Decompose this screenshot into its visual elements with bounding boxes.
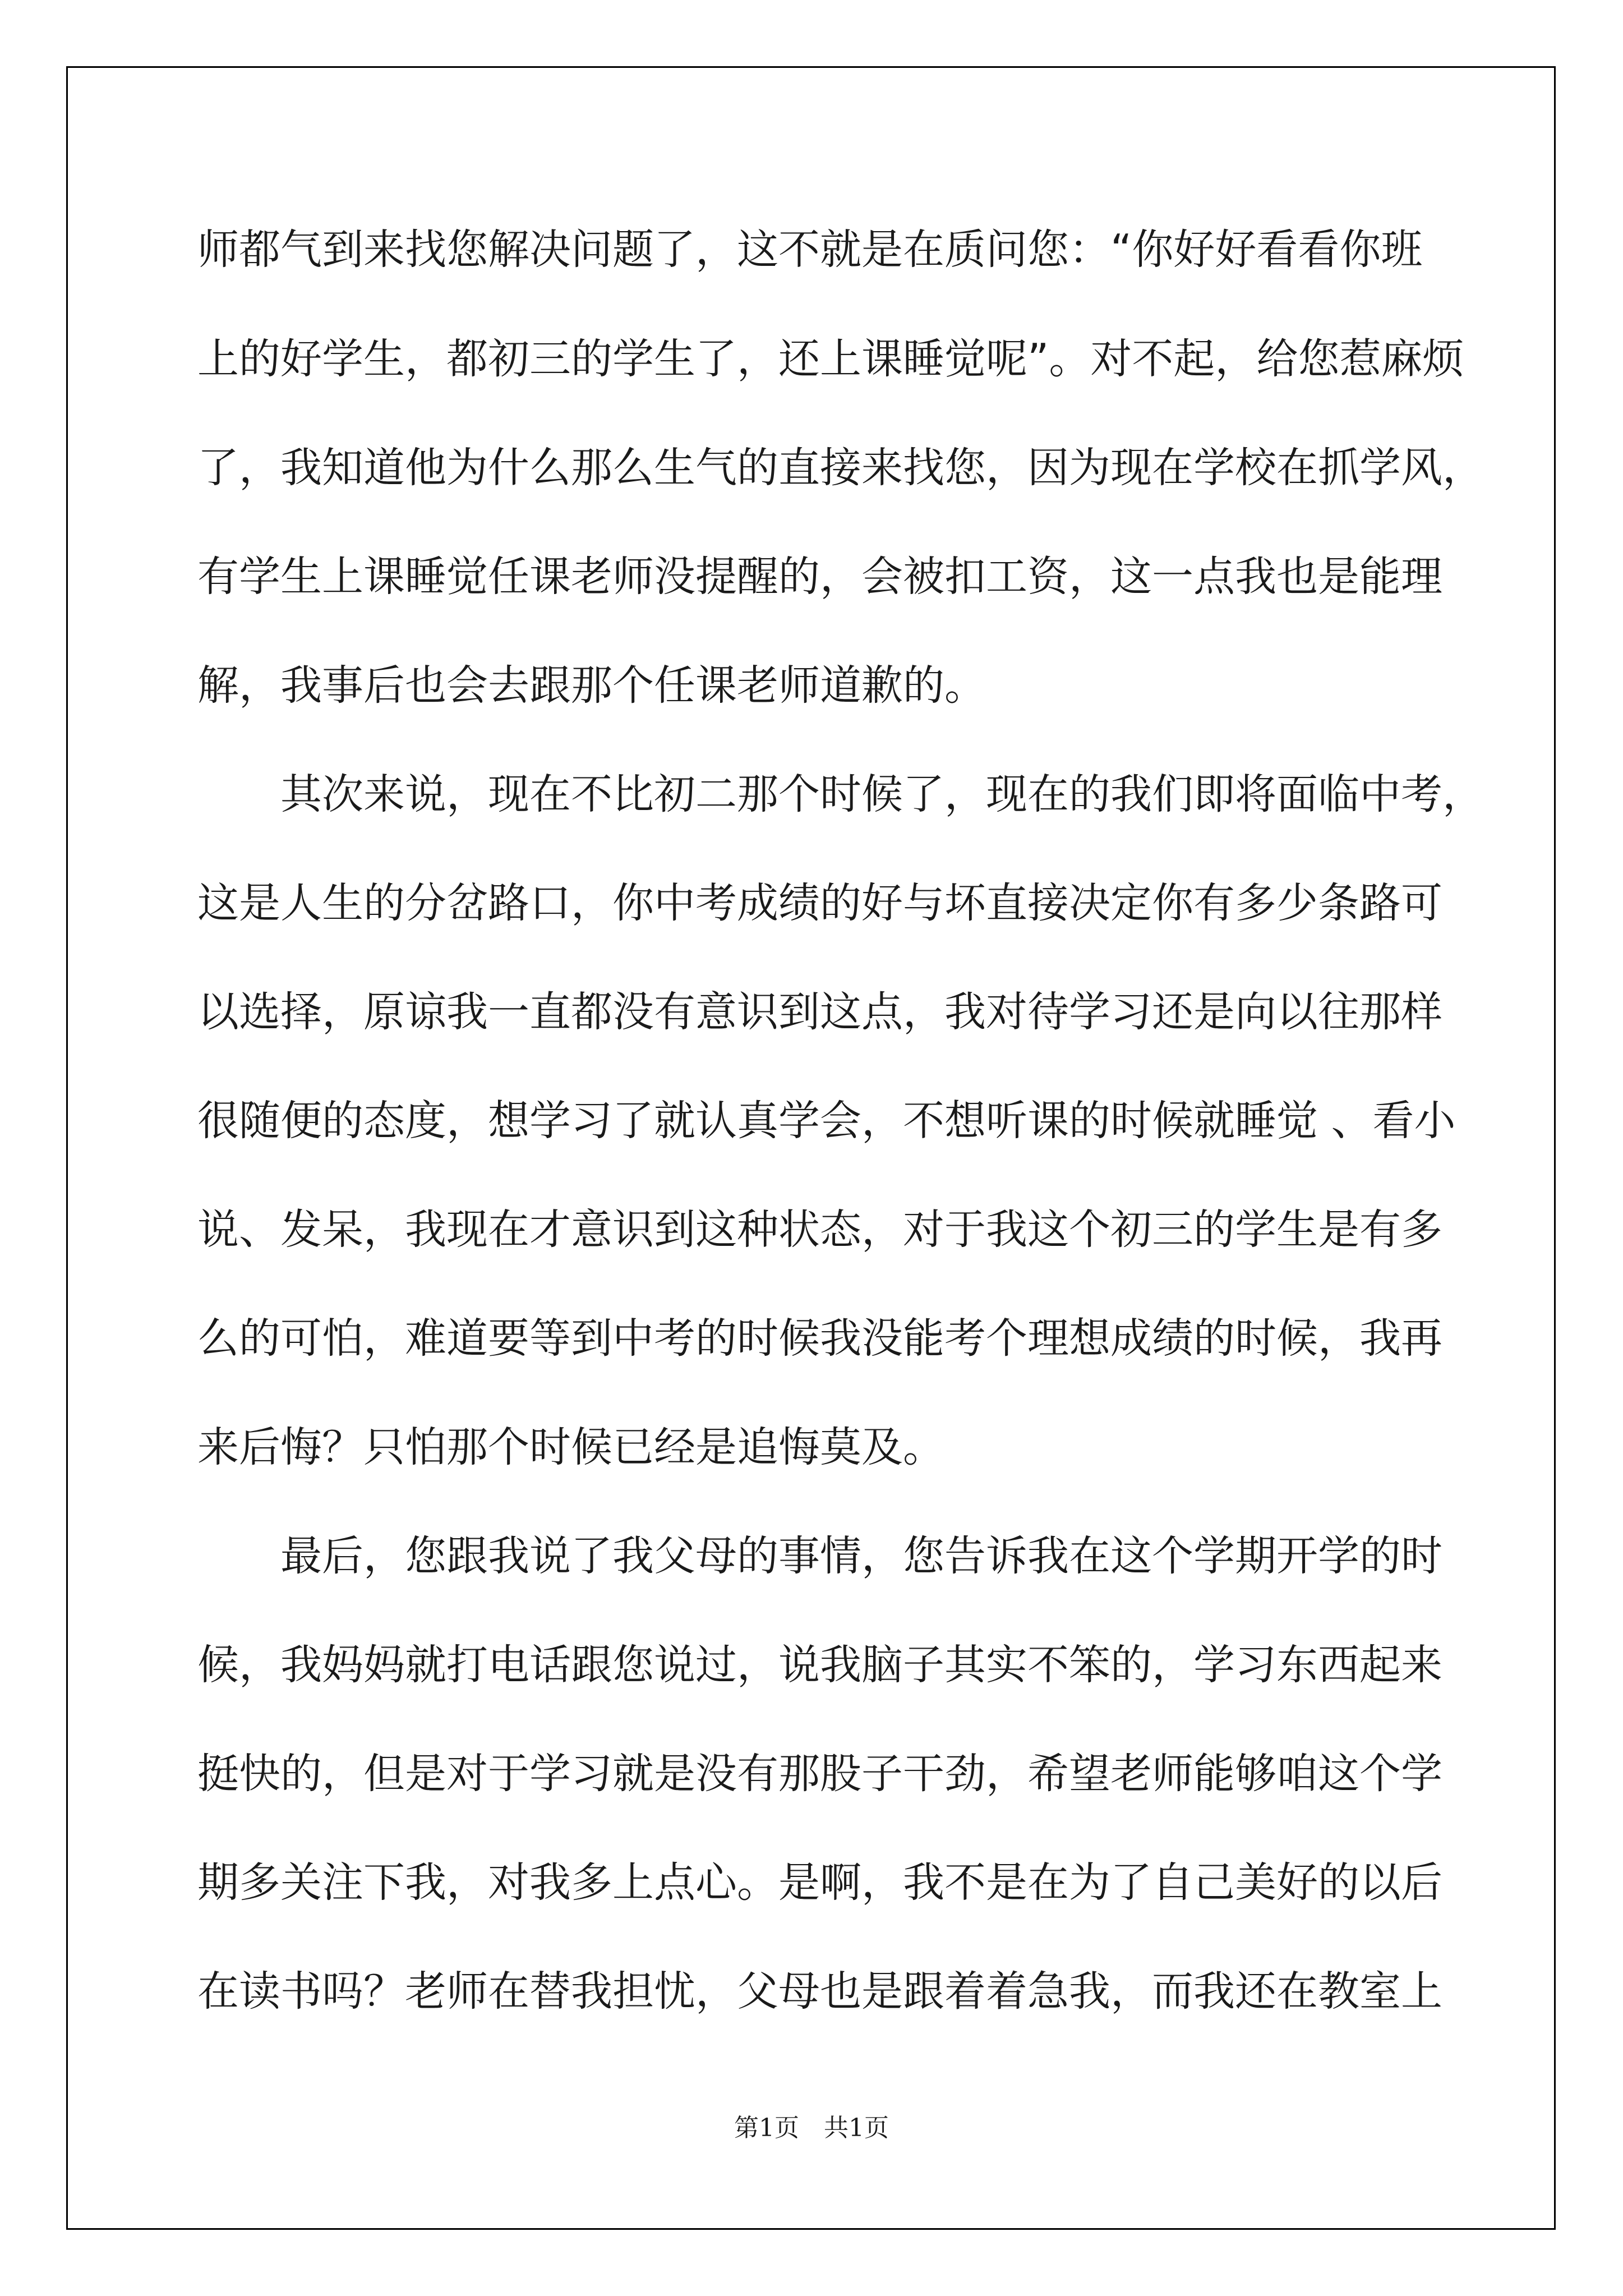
- text-line: 说、发呆，我现在才意识到这种状态，对于我这个初三的学生是有多: [197, 1205, 1442, 1254]
- text-line: 在读书吗？老师在替我担忧，父母也是跟着着急我，而我还在教室上: [197, 1967, 1442, 2016]
- page-footer: 第1页 共1页: [734, 2114, 889, 2142]
- text-line: 么的可怕，难道要等到中考的时候我没能考个理想成绩的时候，我再: [197, 1314, 1442, 1363]
- text-line: 期多关注下我，对我多上点心。是啊，我不是在为了自己美好的以后: [197, 1858, 1442, 1907]
- text-line: 了，我知道他为什么那么生气的直接来找您，因为现在学校在抓学风，: [197, 444, 1484, 492]
- text-line: 来后悔？只怕那个时候已经是追悔莫及。: [197, 1423, 944, 1471]
- text-line: 上的好学生，都初三的学生了，还上课睡觉呢”。对不起，给您惹麻烦: [197, 335, 1464, 383]
- text-line: 这是人生的分岔路口，你中考成绩的好与坏直接决定你有多少条路可: [197, 879, 1442, 927]
- text-line: 师都气到来找您解决问题了，这不就是在质问您：“你好好看看你班: [197, 226, 1423, 274]
- text-line: 候，我妈妈就打电话跟您说过，说我脑子其实不笨的，学习东西起来: [197, 1641, 1442, 1689]
- text-line: 解，我事后也会去跟那个任课老师道歉的。: [197, 661, 986, 710]
- text-line: 其次来说，现在不比初二那个时候了，现在的我们即将面临中考，: [197, 770, 1484, 818]
- text-line: 以选择，原谅我一直都没有意识到这点，我对待学习还是向以往那样: [197, 988, 1442, 1036]
- text-line: 很随便的态度，想学习了就认真学会，不想听课的时候就睡觉 、看小: [197, 1097, 1456, 1145]
- text-line: 最后，您跟我说了我父母的事情，您告诉我在这个学期开学的时: [197, 1532, 1442, 1580]
- text-line: 挺快的，但是对于学习就是没有那股子干劲，希望老师能够咱这个学: [197, 1750, 1442, 1798]
- text-line: 有学生上课睡觉任课老师没提醒的，会被扣工资，这一点我也是能理: [197, 553, 1442, 601]
